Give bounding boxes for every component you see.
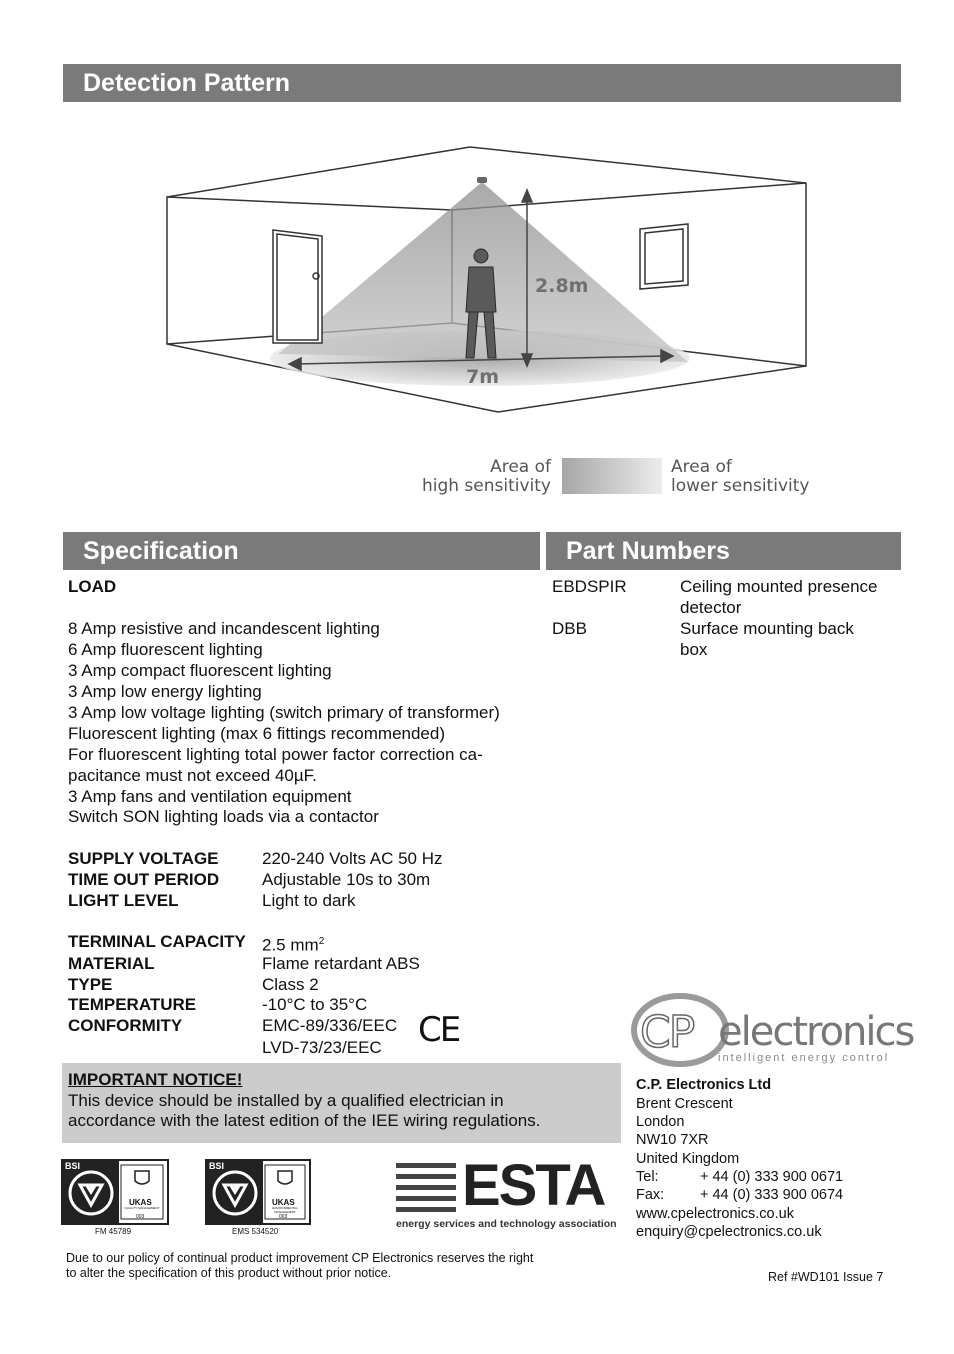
bsi-label: BSI xyxy=(209,1161,225,1171)
load-line: 3 Amp fans and ventilation equipment xyxy=(68,787,352,806)
spec-label: LIGHT LEVEL xyxy=(68,891,179,910)
spec-label: MATERIAL xyxy=(68,954,155,973)
ukas-label: UKAS xyxy=(272,1198,295,1207)
load-line: Switch SON lighting loads via a contactor xyxy=(68,807,379,826)
load-line: Fluorescent lighting (max 6 fittings recommended) xyxy=(68,724,445,743)
load-line: 6 Amp fluorescent lighting xyxy=(68,640,263,659)
cert-caption: FM 45789 xyxy=(95,1227,132,1236)
cp-logo-letters: CP xyxy=(640,1007,694,1058)
email-link[interactable]: enquiry@cpelectronics.co.uk xyxy=(636,1224,822,1240)
tel-label: Tel: xyxy=(636,1169,659,1185)
fax-number: + 44 (0) 333 900 0674 xyxy=(700,1187,844,1203)
esta-logo-text: ESTA xyxy=(462,1153,605,1218)
cp-logo-word: electronics xyxy=(718,1009,914,1055)
notice-title: IMPORTANT NOTICE! xyxy=(68,1070,243,1089)
spec-value: Class 2 xyxy=(262,975,319,994)
part-desc: box xyxy=(680,640,708,659)
part-code: EBDSPIR xyxy=(552,577,627,596)
load-line: pacitance must not exceed 40µF. xyxy=(68,766,317,785)
spec-value: EMC-89/336/EEC xyxy=(262,1016,398,1035)
company-name: C.P. Electronics Ltd xyxy=(636,1077,772,1093)
part-code: DBB xyxy=(552,619,587,638)
spec-value: 220-240 Volts AC 50 Hz xyxy=(262,849,443,868)
spec-label: SUPPLY VOLTAGE xyxy=(68,849,219,868)
part-desc: detector xyxy=(680,598,742,617)
height-label: 2.8m xyxy=(535,275,589,297)
bsi-label: BSI xyxy=(65,1161,81,1171)
policy-line: to alter the specification of this product without prior notice. xyxy=(66,1266,392,1280)
detection-pattern-heading: Detection Pattern xyxy=(63,64,901,102)
spec-value: -10°C to 35°C xyxy=(262,995,368,1014)
cert-caption: EMS 534520 xyxy=(232,1227,279,1236)
legend-low-line2: lower sensitivity xyxy=(671,476,810,496)
address-line: London xyxy=(636,1114,685,1130)
sensitivity-legend-swatch xyxy=(562,458,662,494)
legend-high-line2: high sensitivity xyxy=(421,476,551,496)
ukas-number: 003 xyxy=(279,1214,288,1220)
ukas-number: 003 xyxy=(136,1214,145,1220)
esta-stripes-icon xyxy=(396,1163,458,1213)
spec-value xyxy=(262,931,324,956)
cp-logo-tagline: intelligent energy control xyxy=(718,1052,890,1064)
detection-pattern-diagram xyxy=(0,0,954,520)
legend-high-line1: Area of xyxy=(490,457,551,477)
load-line: 3 Amp compact fluorescent lighting xyxy=(68,661,332,680)
esta-tagline: energy services and technology association xyxy=(396,1218,617,1230)
notice-line: accordance with the latest edition of the IEE wiring regulations. xyxy=(68,1111,541,1130)
website-link[interactable]: www.cpelectronics.co.uk xyxy=(636,1206,794,1222)
width-label: 7m xyxy=(466,366,500,388)
ukas-label: UKAS xyxy=(129,1198,152,1207)
address-line: Brent Crescent xyxy=(636,1096,733,1112)
spec-label: CONFORMITY xyxy=(68,1016,183,1035)
spec-label: TERMINAL CAPACITY xyxy=(68,932,246,951)
terminal-capacity-sup: 2 xyxy=(318,936,325,947)
load-label: LOAD xyxy=(68,577,117,596)
part-numbers-heading: Part Numbers xyxy=(546,532,901,570)
ukas-sub: ENVIRONMENTAL MANAGEMENT xyxy=(272,1206,298,1214)
ukas-sub: QUALITY MANAGEMENT xyxy=(124,1206,160,1210)
spec-label: TIME OUT PERIOD xyxy=(68,870,220,889)
load-line: 3 Amp low voltage lighting (switch primary of transformer) xyxy=(68,703,500,722)
document-reference: Ref #WD101 Issue 7 xyxy=(768,1270,884,1284)
specification-heading: Specification xyxy=(63,532,540,570)
address-line: NW10 7XR xyxy=(636,1132,709,1148)
terminal-capacity-value: 2.5 mm xyxy=(262,935,319,955)
certification-badge xyxy=(205,1159,311,1225)
ceiling-sensor xyxy=(477,177,487,183)
load-line: 8 Amp resistive and incandescent lighting xyxy=(68,619,380,638)
policy-line: Due to our policy of continual product improvement CP Electronics reserves the right xyxy=(66,1251,534,1265)
spec-label: TYPE xyxy=(68,975,113,994)
fax-label: Fax: xyxy=(636,1187,665,1203)
legend-low-line1: Area of xyxy=(671,457,732,477)
notice-line: This device should be installed by a qualified electrician in xyxy=(68,1091,504,1110)
certification-badge xyxy=(61,1159,169,1225)
spec-value: LVD-73/23/EEC xyxy=(262,1038,382,1057)
spec-value: Flame retardant ABS xyxy=(262,954,420,973)
spec-value: Light to dark xyxy=(262,891,356,910)
spec-label: TEMPERATURE xyxy=(68,995,197,1014)
spec-value: Adjustable 10s to 30m xyxy=(262,870,431,889)
address-line: United Kingdom xyxy=(636,1151,740,1167)
load-line: For fluorescent lighting total power factor correction ca- xyxy=(68,745,483,764)
part-desc: Ceiling mounted presence xyxy=(680,577,878,596)
part-desc: Surface mounting back xyxy=(680,619,854,638)
ce-mark: CE xyxy=(418,1010,460,1050)
load-line: 3 Amp low energy lighting xyxy=(68,682,262,701)
tel-number: + 44 (0) 333 900 0671 xyxy=(700,1169,844,1185)
